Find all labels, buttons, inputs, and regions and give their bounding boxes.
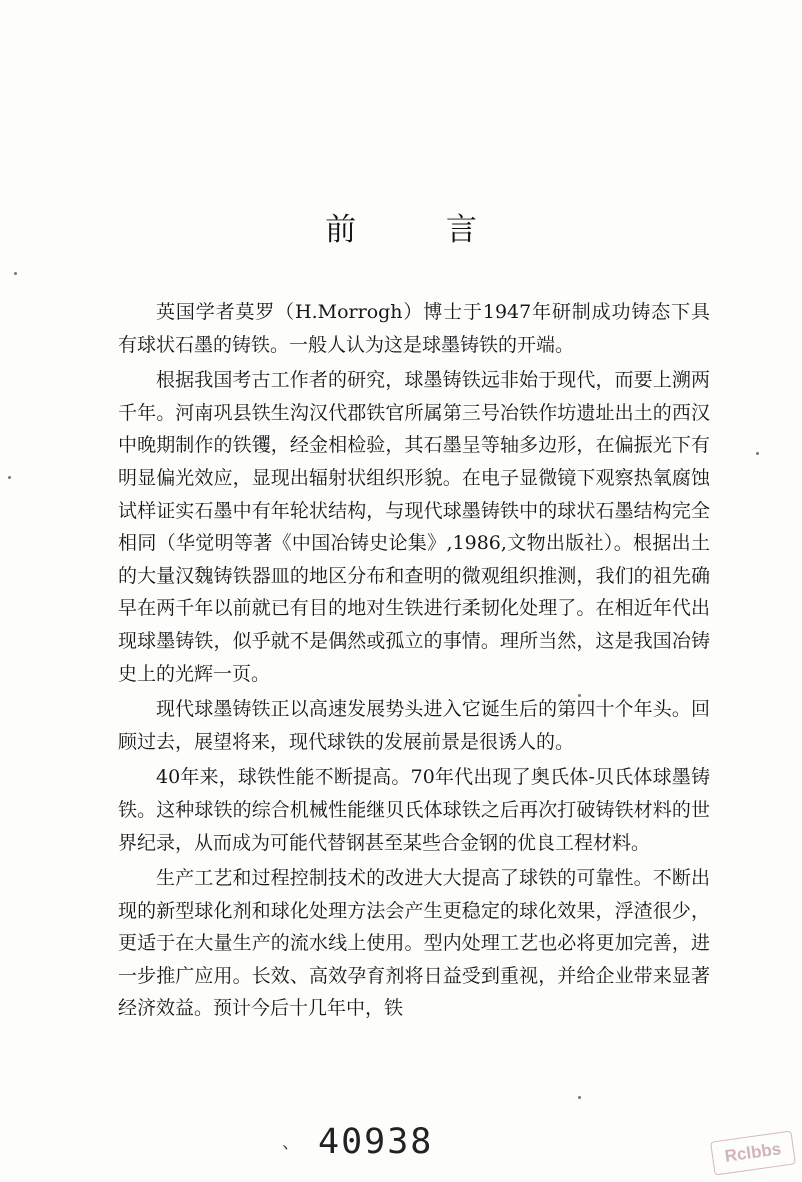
scan-mark: 、	[282, 1132, 300, 1153]
page-title: 前 言	[325, 212, 517, 248]
scan-speck	[578, 694, 581, 697]
paragraph-1: 英国学者莫罗（H.Morrogh）博士于1947年研制成功铸态下具有球状石墨的铸铁。一般人认为这是球墨铸铁的开端。	[118, 301, 710, 356]
paragraph-5: 生产工艺和过程控制技术的改进大大提高了球铁的可靠性。不断出现的新型球化剂和球化处理方法会产生更稳定的球化效果，浮渣很少，更适于在大量生产的流水线上使用。型内处理工艺也必将更加完善，进一步推广应用。长效、高效孕育剂将日益受到重视，并给企业带来显著经济效益。预计今后十几年中，铁	[118, 867, 710, 1020]
body-text	[118, 296, 710, 1025]
watermark-logo: Rclbbs	[710, 1130, 796, 1175]
paragraph-2: 根据我国考古工作者的研究，球墨铸铁远非始于现代，而要上溯两千年。河南巩县铁生沟汉代郡铁官所属第三号冶铁作坊遗址出土的西汉中晚期制作的铁䦆，经金相检验，其石墨呈等轴多边形，在偏振光下有明显偏光效应，显现出辐射状组织形貌。在电子显微镜下观察热氧腐蚀试样证实石墨中有年轮状结构，与现代球墨铸铁中的球状石墨结构完全相同（华觉明等著《中国冶铸史论集》,1986,文物出版社）。根据出土的大量汉魏铸铁器皿的地区分布和查明的微观组织推测，我们的祖先确早在两千年以前就已有目的地对生铁进行柔韧化处理了。在相近年代出现球墨铸铁，似乎就不是偶然或孤立的事情。理所当然，这是我国冶铸史上的光辉一页。	[118, 369, 710, 685]
paragraph-4: 40年来，球铁性能不断提高。70年代出现了奥氏体-贝氏体球墨铸铁。这种球铁的综合机械性能继贝氏体球铁之后再次打破铸铁材料的世界纪录，从而成为可能代替钢甚至某些合金钢的优良工程材料。	[118, 766, 710, 854]
scan-speck	[756, 452, 759, 455]
paragraph-3: 现代球墨铸铁正以高速发展势头进入它诞生后的第四十个年头。回顾过去，展望将来，现代球铁的发展前景是很诱人的。	[118, 698, 710, 753]
scan-speck	[14, 272, 17, 275]
scan-speck	[578, 1096, 581, 1099]
scan-speck	[8, 476, 11, 479]
page-stamp-number: 40938	[318, 1122, 434, 1162]
